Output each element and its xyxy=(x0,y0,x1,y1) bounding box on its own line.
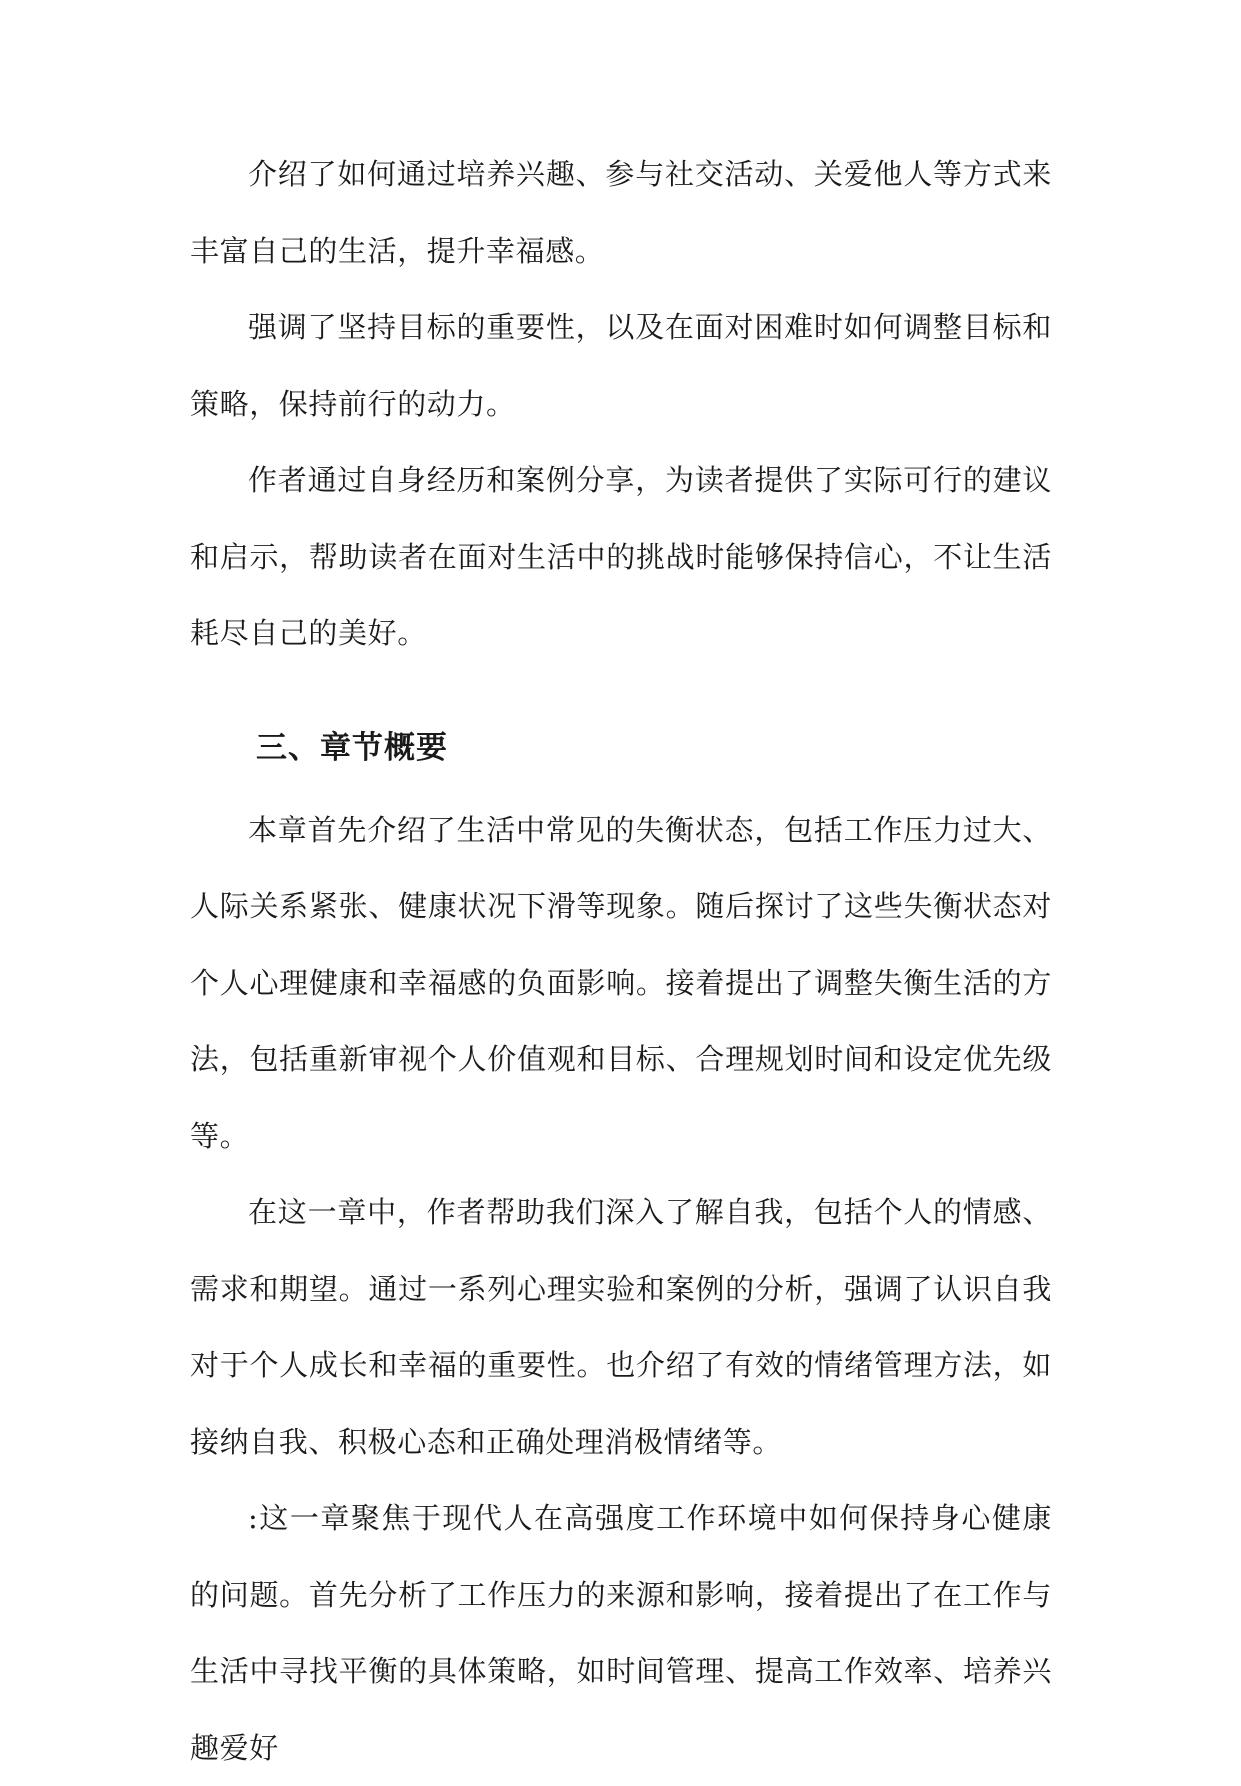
paragraph: :这一章聚焦于现代人在高强度工作环境中如何保持身心健康的问题。首先分析了工作压力的来源和影响，接着提出了在工作与生活中寻找平衡的具体策略，如时间管理、提高工作效率、培养兴趣爱好 xyxy=(190,1501,1052,1765)
paragraph: 在这一章中，作者帮助我们深入了解自我，包括个人的情感、需求和期望。通过一系列心理实验和案例的分析，强调了认识自我对于个人成长和幸福的重要性。也介绍了有效的情绪管理方法，如接纳自我、积极心态和正确处理消极情绪等。 xyxy=(190,1195,1052,1459)
paragraph: 强调了坚持目标的重要性，以及在面对困难时如何调整目标和策略，保持前行的动力。 xyxy=(190,310,1052,421)
paragraph: 作者通过自身经历和案例分享，为读者提供了实际可行的建议和启示，帮助读者在面对生活中的挑战时能够保持信心，不让生活耗尽自己的美好。 xyxy=(190,463,1052,650)
section-heading: 三、章节概要 xyxy=(256,729,448,766)
paragraph: 介绍了如何通过培养兴趣、参与社交活动、关爱他人等方式来丰富自己的生活，提升幸福感。 xyxy=(190,157,1052,268)
document-body xyxy=(190,136,1052,1786)
paragraph: 本章首先介绍了生活中常见的失衡状态，包括工作压力过大、人际关系紧张、健康状况下滑等现象。随后探讨了这些失衡状态对个人心理健康和幸福感的负面影响。接着提出了调整失衡生活的方法，包括重新审视个人价值观和目标、合理规划时间和设定优先级等。 xyxy=(190,812,1052,1153)
